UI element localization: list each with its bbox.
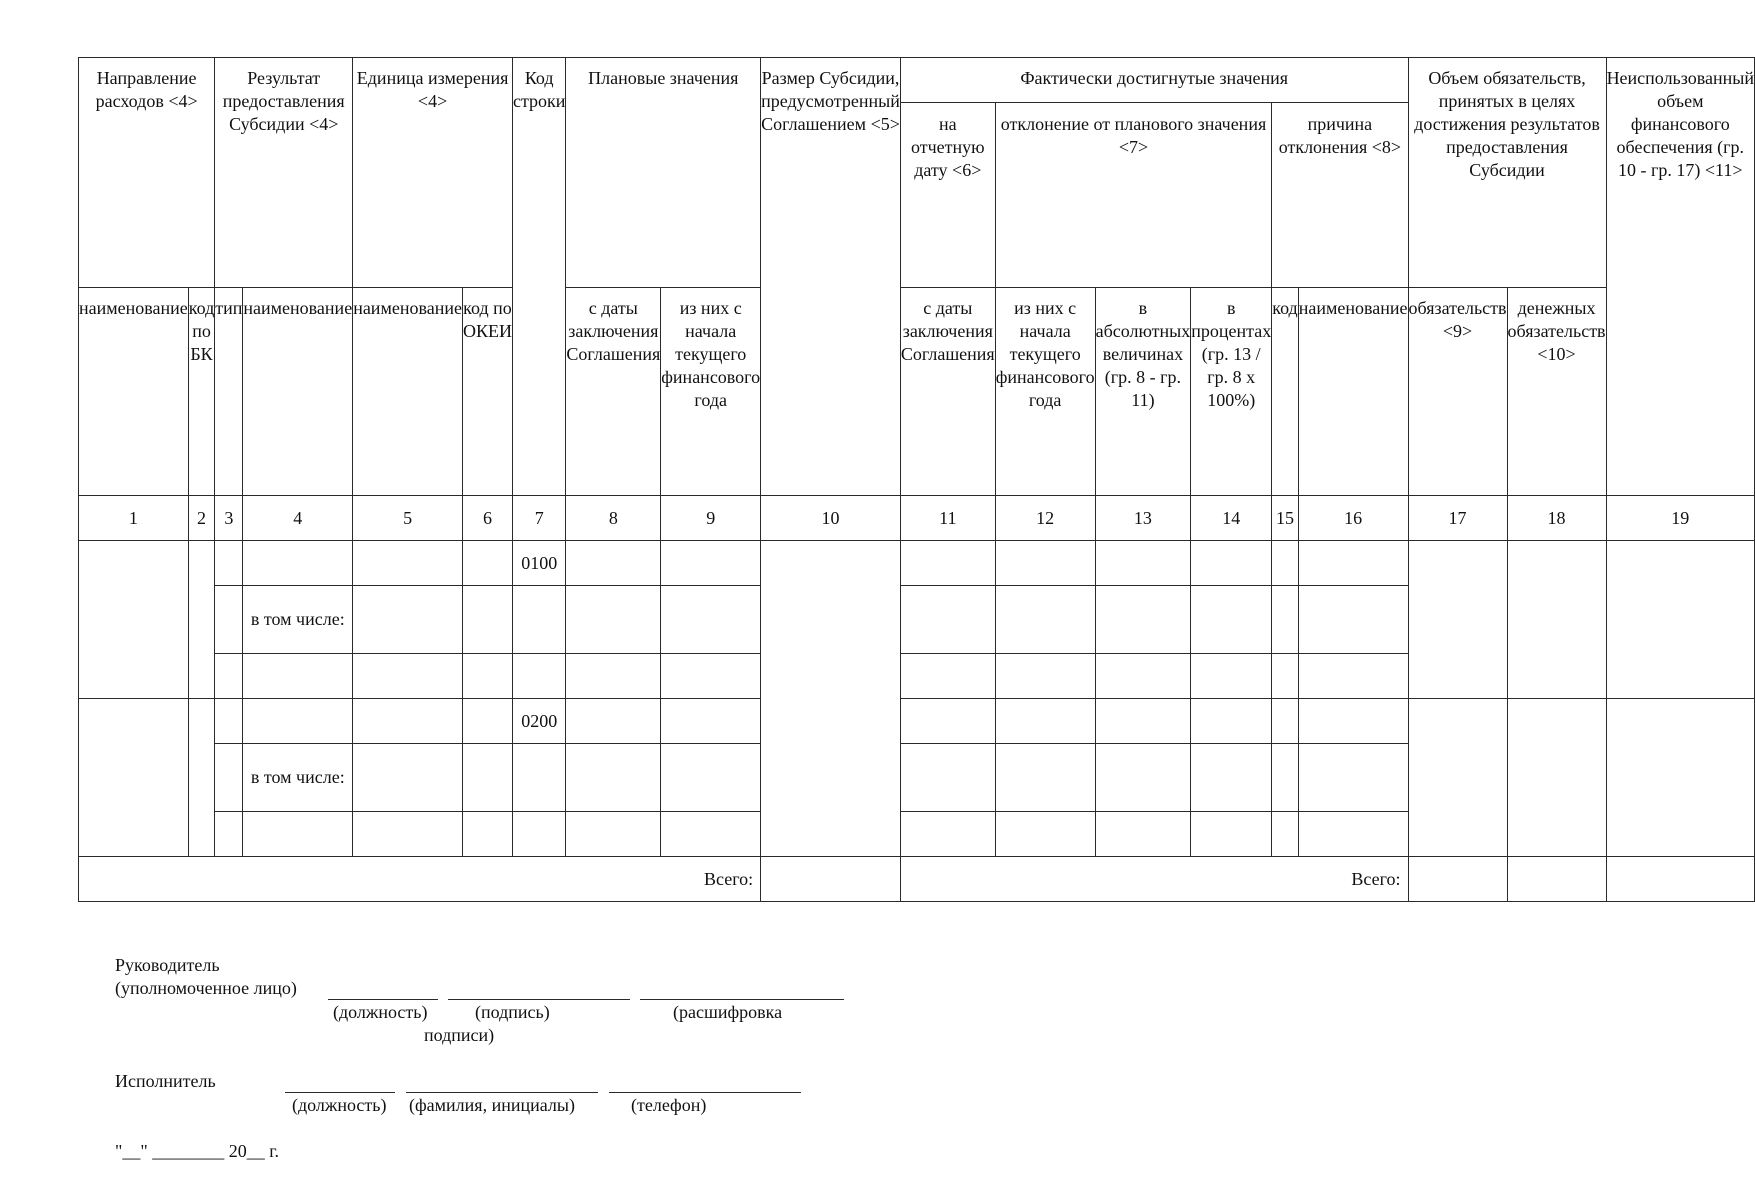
column-number: 6 [462, 496, 512, 541]
data-cell[interactable] [1606, 541, 1754, 699]
data-cell[interactable] [1408, 541, 1507, 699]
data-cell[interactable] [215, 699, 243, 744]
data-cell[interactable] [353, 744, 463, 812]
subheader-result-name: наименование [243, 288, 353, 496]
data-cell[interactable] [566, 654, 661, 699]
executor-phone-caption: (телефон) [631, 1095, 707, 1115]
data-cell[interactable] [462, 541, 512, 586]
subheader-okei-code: код по ОКЕИ [462, 288, 512, 496]
report-table [78, 57, 1755, 902]
subheader-reason-code: код [1272, 288, 1298, 496]
total-cell[interactable] [761, 857, 901, 902]
total-cell[interactable] [1408, 857, 1507, 902]
data-cell[interactable] [995, 541, 1095, 586]
data-cell[interactable] [1606, 699, 1754, 857]
subheader-deviation-absolute: в абсолютных величинах (гр. 8 - гр. 11) [1095, 288, 1191, 496]
total-cell[interactable] [1507, 857, 1606, 902]
data-cell[interactable] [1191, 541, 1272, 586]
subheader-result-type: тип [215, 288, 243, 496]
data-cell[interactable] [900, 699, 995, 744]
column-number: 15 [1272, 496, 1298, 541]
data-cell[interactable] [1095, 744, 1191, 812]
data-cell[interactable] [215, 812, 243, 857]
data-cell[interactable] [215, 744, 243, 812]
including-label: в том числе: [243, 586, 353, 654]
data-cell[interactable] [1507, 541, 1606, 699]
data-cell[interactable] [1272, 699, 1298, 744]
header-actual: Фактически достигнутые значения [900, 58, 1408, 103]
data-cell[interactable] [188, 699, 214, 857]
head-position-line[interactable] [328, 999, 438, 1000]
column-number: 19 [1606, 496, 1754, 541]
subheader-direction-name: наименование [79, 288, 189, 496]
data-cell[interactable] [1191, 699, 1272, 744]
data-cell[interactable] [1272, 654, 1298, 699]
subheader-bk-code: код по БК [188, 288, 214, 496]
data-cell[interactable] [462, 699, 512, 744]
total-cell[interactable] [1606, 857, 1754, 902]
header-deviation: отклонение от планового значения <7> [995, 103, 1272, 288]
data-cell[interactable] [243, 654, 353, 699]
subheader-obligations: обязательств <9> [1408, 288, 1507, 496]
column-number: 4 [243, 496, 353, 541]
data-cell[interactable] [1298, 699, 1408, 744]
data-cell[interactable] [79, 699, 189, 857]
data-cell[interactable] [1095, 699, 1191, 744]
column-number: 18 [1507, 496, 1606, 541]
data-cell[interactable] [353, 812, 463, 857]
data-cell[interactable] [1095, 586, 1191, 654]
data-cell[interactable] [661, 812, 761, 857]
data-cell[interactable] [995, 812, 1095, 857]
data-cell[interactable] [1298, 744, 1408, 812]
data-cell[interactable] [188, 541, 214, 699]
header-line-code: Код строки [512, 58, 565, 496]
executor-position-line[interactable] [285, 1092, 395, 1093]
data-cell[interactable] [900, 744, 995, 812]
data-cell[interactable] [995, 654, 1095, 699]
data-cell[interactable] [1095, 541, 1191, 586]
data-cell[interactable] [1191, 812, 1272, 857]
subheader-reason-name: наименование [1298, 288, 1408, 496]
data-cell[interactable] [1298, 541, 1408, 586]
data-cell[interactable] [1507, 699, 1606, 857]
data-cell[interactable] [761, 541, 901, 857]
data-cell[interactable] [512, 586, 565, 654]
column-number: 3 [215, 496, 243, 541]
data-cell[interactable] [1298, 812, 1408, 857]
head-decoding-caption-1: (расшифровка [673, 1002, 783, 1022]
column-number: 9 [661, 496, 761, 541]
executor-name-line[interactable] [406, 1092, 598, 1093]
data-cell[interactable] [353, 654, 463, 699]
data-cell[interactable] [353, 541, 463, 586]
data-cell[interactable] [1095, 812, 1191, 857]
column-number: 16 [1298, 496, 1408, 541]
column-number: 11 [900, 496, 995, 541]
subheader-monetary-obligations: денежных обязательств <10> [1507, 288, 1606, 496]
column-number: 17 [1408, 496, 1507, 541]
data-cell[interactable] [243, 541, 353, 586]
data-cell[interactable] [1272, 812, 1298, 857]
data-cell[interactable] [243, 812, 353, 857]
data-cell[interactable] [215, 586, 243, 654]
data-cell[interactable] [566, 541, 661, 586]
subheader-planned-current-year: из них с начала текущего финансового года [661, 288, 761, 496]
data-cell[interactable] [1095, 654, 1191, 699]
header-result: Результат предоставления Субсидии <4> [215, 58, 353, 288]
header-subsidy-size: Размер Субсидии, предусмотренный Соглашением <5> [761, 58, 901, 496]
subheader-actual-current-year: из них с начала текущего финансового года [995, 288, 1095, 496]
data-cell[interactable] [566, 586, 661, 654]
data-cell[interactable] [353, 586, 463, 654]
data-cell[interactable] [995, 586, 1095, 654]
data-cell[interactable] [462, 586, 512, 654]
column-number: 13 [1095, 496, 1191, 541]
date-line[interactable]: "__" ________ 20__ г. [115, 1141, 280, 1161]
head-decoding-caption-2: подписи) [424, 1025, 495, 1045]
column-number: 1 [79, 496, 189, 541]
head-position-caption: (должность) [333, 1002, 428, 1022]
data-cell[interactable] [512, 744, 565, 812]
data-cell[interactable] [462, 812, 512, 857]
subheader-planned-since-agreement: с даты заключения Соглашения [566, 288, 661, 496]
data-cell[interactable] [1191, 586, 1272, 654]
total-label-right: Всего: [900, 857, 1408, 902]
data-cell[interactable] [462, 654, 512, 699]
column-number: 8 [566, 496, 661, 541]
data-cell[interactable] [900, 541, 995, 586]
head-label-line1: Руководитель [115, 955, 220, 975]
executor-position-caption: (должность) [292, 1095, 387, 1115]
data-cell[interactable] [661, 654, 761, 699]
header-on-report-date: на отчетную дату <6> [900, 103, 995, 288]
header-deviation-reason: причина отклонения <8> [1272, 103, 1408, 288]
header-unused: Неиспользованный объем финансового обеспечения (гр. 10 - гр. 17) <11> [1606, 58, 1754, 496]
data-cell[interactable] [1272, 744, 1298, 812]
including-label: в том числе: [243, 744, 353, 812]
executor-phone-line[interactable] [609, 1092, 801, 1093]
total-label-left: Всего: [79, 857, 761, 902]
data-cell[interactable] [995, 699, 1095, 744]
data-cell[interactable] [661, 699, 761, 744]
data-cell[interactable] [1272, 586, 1298, 654]
data-cell[interactable] [1272, 541, 1298, 586]
column-number: 10 [761, 496, 901, 541]
data-cell[interactable] [661, 744, 761, 812]
header-planned: Плановые значения [566, 58, 761, 288]
header-unit: Единица измерения <4> [353, 58, 513, 288]
column-number: 5 [353, 496, 463, 541]
head-label-line2: (уполномоченное лицо) [115, 978, 297, 998]
data-cell[interactable] [900, 812, 995, 857]
subheader-unit-name: наименование [353, 288, 463, 496]
row-code: 0100 [512, 541, 565, 586]
data-cell[interactable] [1298, 586, 1408, 654]
header-direction: Направление расходов <4> [79, 58, 215, 288]
column-number: 14 [1191, 496, 1272, 541]
column-number: 2 [188, 496, 214, 541]
data-cell[interactable] [900, 654, 995, 699]
data-cell[interactable] [462, 744, 512, 812]
executor-name-caption: (фамилия, инициалы) [409, 1095, 575, 1115]
data-cell[interactable] [1298, 654, 1408, 699]
data-cell[interactable] [995, 744, 1095, 812]
data-cell[interactable] [512, 812, 565, 857]
data-cell[interactable] [215, 541, 243, 586]
subheader-deviation-percent: в процентах (гр. 13 / гр. 8 x 100%) [1191, 288, 1272, 496]
executor-label: Исполнитель [115, 1071, 216, 1091]
data-cell[interactable] [79, 541, 189, 699]
data-cell[interactable] [661, 586, 761, 654]
head-decoding-line[interactable] [640, 999, 844, 1000]
data-cell[interactable] [566, 744, 661, 812]
data-cell[interactable] [353, 699, 463, 744]
data-cell[interactable] [566, 699, 661, 744]
head-signature-line[interactable] [448, 999, 630, 1000]
head-signature-caption: (подпись) [475, 1002, 550, 1022]
row-code: 0200 [512, 699, 565, 744]
column-number: 7 [512, 496, 565, 541]
data-cell[interactable] [1408, 699, 1507, 857]
subheader-actual-since-agreement: с даты заключения Соглашения [900, 288, 995, 496]
data-cell[interactable] [512, 654, 565, 699]
data-cell[interactable] [1191, 744, 1272, 812]
data-cell[interactable] [215, 654, 243, 699]
data-cell[interactable] [1191, 654, 1272, 699]
data-cell[interactable] [900, 586, 995, 654]
data-cell[interactable] [566, 812, 661, 857]
header-obligations: Объем обязательств, принятых в целях достижения результатов предоставления Субсидии [1408, 58, 1606, 288]
data-cell[interactable] [243, 699, 353, 744]
column-number: 12 [995, 496, 1095, 541]
data-cell[interactable] [661, 541, 761, 586]
